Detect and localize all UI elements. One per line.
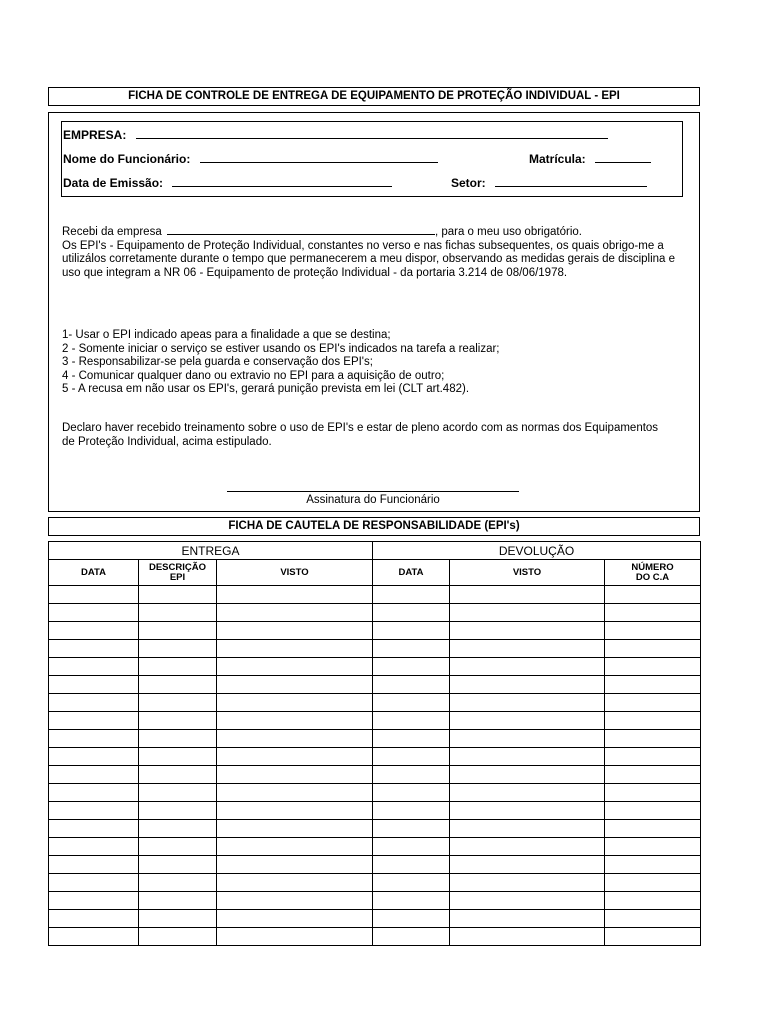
table-cell[interactable] xyxy=(139,694,217,712)
table-cell[interactable] xyxy=(217,730,373,748)
table-cell[interactable] xyxy=(139,928,217,946)
table-cell[interactable] xyxy=(450,928,605,946)
table-cell[interactable] xyxy=(139,748,217,766)
table-cell[interactable] xyxy=(49,676,139,694)
table-cell[interactable] xyxy=(217,622,373,640)
table-cell[interactable] xyxy=(373,856,450,874)
table-cell[interactable] xyxy=(49,604,139,622)
table-cell[interactable] xyxy=(450,712,605,730)
table-cell[interactable] xyxy=(139,802,217,820)
table-cell[interactable] xyxy=(373,820,450,838)
table-row xyxy=(49,820,701,838)
table-cell[interactable] xyxy=(450,838,605,856)
table-cell[interactable] xyxy=(450,910,605,928)
table-cell[interactable] xyxy=(217,820,373,838)
table-cell[interactable] xyxy=(605,802,701,820)
receipt-line xyxy=(62,223,682,240)
entrega-header: ENTREGA xyxy=(49,542,373,560)
table-cell[interactable] xyxy=(373,640,450,658)
col-numero-2: DO C.A xyxy=(635,571,670,583)
table-cell[interactable] xyxy=(49,910,139,928)
table-cell[interactable] xyxy=(217,874,373,892)
table-cell[interactable] xyxy=(450,766,605,784)
matricula-label: Matrícula: xyxy=(529,152,586,166)
table-cell[interactable] xyxy=(450,604,605,622)
table-cell[interactable] xyxy=(373,730,450,748)
empresa-label: EMPRESA: xyxy=(63,128,127,142)
table-cell[interactable] xyxy=(373,802,450,820)
table-cell[interactable] xyxy=(450,676,605,694)
table-cell[interactable] xyxy=(139,910,217,928)
table-row xyxy=(49,622,701,640)
empresa-field[interactable] xyxy=(136,127,608,139)
table-cell[interactable] xyxy=(373,838,450,856)
table-cell[interactable] xyxy=(450,874,605,892)
table-cell[interactable] xyxy=(139,604,217,622)
table-cell[interactable] xyxy=(373,910,450,928)
table-cell[interactable] xyxy=(605,658,701,676)
funcionario-row xyxy=(63,151,438,166)
table-cell[interactable] xyxy=(49,712,139,730)
table-cell[interactable] xyxy=(450,802,605,820)
table-cell[interactable] xyxy=(373,784,450,802)
table-cell[interactable] xyxy=(450,658,605,676)
table-row xyxy=(49,676,701,694)
setor-row xyxy=(451,175,647,190)
table-row xyxy=(49,910,701,928)
table-cell[interactable] xyxy=(217,748,373,766)
table-cell[interactable] xyxy=(49,892,139,910)
table-cell[interactable] xyxy=(217,838,373,856)
table-cell[interactable] xyxy=(217,640,373,658)
matricula-field[interactable] xyxy=(595,151,651,163)
table-cell[interactable] xyxy=(373,874,450,892)
col-numero-1: NÚMERO xyxy=(631,561,674,573)
table-cell[interactable] xyxy=(450,856,605,874)
col-descricao xyxy=(139,560,217,586)
table-cell[interactable] xyxy=(373,694,450,712)
table-row xyxy=(49,712,701,730)
table-cell[interactable] xyxy=(49,766,139,784)
table-cell[interactable] xyxy=(139,856,217,874)
col-visto: VISTO xyxy=(217,560,373,586)
table-cell[interactable] xyxy=(217,658,373,676)
table-cell[interactable] xyxy=(605,586,701,604)
table-cell[interactable] xyxy=(139,784,217,802)
table-row xyxy=(49,604,701,622)
table-row xyxy=(49,694,701,712)
devolucao-header: DEVOLUÇÃO xyxy=(373,542,701,560)
form-title: FICHA DE CONTROLE DE ENTREGA DE EQUIPAMENTO DE PROTEÇÃO INDIVIDUAL - EPI xyxy=(48,87,700,106)
col-numero-ca xyxy=(605,560,701,586)
company-field[interactable] xyxy=(167,223,435,235)
table-cell[interactable] xyxy=(450,730,605,748)
emissao-field[interactable] xyxy=(172,175,392,187)
table-row xyxy=(49,784,701,802)
table-cell[interactable] xyxy=(49,622,139,640)
rule-5: 5 - A recusa em não usar os EPI's, gerará punição prevista em lei (CLT art.482). xyxy=(62,383,470,395)
rules-list xyxy=(62,329,682,397)
table-cell[interactable] xyxy=(605,892,701,910)
table-cell[interactable] xyxy=(605,784,701,802)
table-cell[interactable] xyxy=(139,640,217,658)
table-row xyxy=(49,892,701,910)
matricula-row xyxy=(529,151,651,166)
table-group-header xyxy=(49,542,701,560)
table-cell[interactable] xyxy=(49,838,139,856)
table-row xyxy=(49,730,701,748)
table-cell[interactable] xyxy=(139,838,217,856)
rule-4: 4 - Comunicar qualquer dano ou extravio no EPI para a aquisição de outro; xyxy=(62,369,445,382)
receipt-paragraph: Os EPI's - Equipamento de Proteção Individual, constantes no verso e nas fichas subsequentes, os quais obrigo-me a utilizálos corretamente durante o tempo que permanecerem a meu dispor, observando as medidas gerais de disciplina e uso que integram a NR 06 - Equipamento de proteção Individual - da portaria 3.214 de 08/06/1978. xyxy=(62,239,676,279)
table-cell[interactable] xyxy=(49,874,139,892)
table-cell[interactable] xyxy=(217,856,373,874)
table-cell[interactable] xyxy=(139,820,217,838)
table-cell[interactable] xyxy=(373,766,450,784)
employee-info-box xyxy=(61,121,683,197)
table-cell[interactable] xyxy=(450,748,605,766)
table-cell[interactable] xyxy=(605,928,701,946)
col-data: DATA xyxy=(49,560,139,586)
rule-1: 1- Usar o EPI indicado apeas para a finalidade a que se destina; xyxy=(62,329,391,341)
table-cell[interactable] xyxy=(605,712,701,730)
table-row xyxy=(49,658,701,676)
table-cell[interactable] xyxy=(49,784,139,802)
table-cell[interactable] xyxy=(139,730,217,748)
table-row xyxy=(49,766,701,784)
setor-label: Setor: xyxy=(451,176,486,190)
table-cell[interactable] xyxy=(605,640,701,658)
table-cell[interactable] xyxy=(373,586,450,604)
table-cell[interactable] xyxy=(217,586,373,604)
table-row xyxy=(49,586,701,604)
table-cell[interactable] xyxy=(605,694,701,712)
table-row xyxy=(49,748,701,766)
table-cell[interactable] xyxy=(49,730,139,748)
table-cell[interactable] xyxy=(49,820,139,838)
table-cell[interactable] xyxy=(49,748,139,766)
table-cell[interactable] xyxy=(605,604,701,622)
table-cell[interactable] xyxy=(450,586,605,604)
signature-label: Assinatura do Funcionário xyxy=(306,494,440,506)
receipt-suffix: , para o meu uso obrigatório. xyxy=(434,226,582,238)
table-cell[interactable] xyxy=(217,910,373,928)
funcionario-field[interactable] xyxy=(200,151,438,163)
table-cell[interactable] xyxy=(49,658,139,676)
table-cell[interactable] xyxy=(139,622,217,640)
table-cell[interactable] xyxy=(605,622,701,640)
table-cell[interactable] xyxy=(49,586,139,604)
declaration-section xyxy=(48,112,700,512)
table-cell[interactable] xyxy=(217,892,373,910)
col-visto-devolucao: VISTO xyxy=(450,560,605,586)
table-cell[interactable] xyxy=(373,928,450,946)
table-cell[interactable] xyxy=(605,856,701,874)
table-cell[interactable] xyxy=(217,784,373,802)
table-cell[interactable] xyxy=(49,640,139,658)
table-cell[interactable] xyxy=(139,658,217,676)
table-cell[interactable] xyxy=(49,928,139,946)
table-title: FICHA DE CAUTELA DE RESPONSABILIDADE (EPI's) xyxy=(48,517,700,536)
signature-block xyxy=(227,491,519,506)
table-cell[interactable] xyxy=(450,694,605,712)
table-row xyxy=(49,838,701,856)
receipt-text xyxy=(62,223,682,280)
table-cell[interactable] xyxy=(49,694,139,712)
emissao-label: Data de Emissão: xyxy=(63,176,164,190)
table-row xyxy=(49,640,701,658)
table-cell[interactable] xyxy=(217,694,373,712)
epi-table xyxy=(48,541,701,946)
col-descricao-1: DESCRIÇÃO xyxy=(148,561,206,573)
table-row xyxy=(49,856,701,874)
setor-field[interactable] xyxy=(495,175,647,187)
table-cell[interactable] xyxy=(217,766,373,784)
table-cell[interactable] xyxy=(373,658,450,676)
table-cell[interactable] xyxy=(139,586,217,604)
table-cell[interactable] xyxy=(49,856,139,874)
table-cell[interactable] xyxy=(605,820,701,838)
table-cell[interactable] xyxy=(450,820,605,838)
table-row xyxy=(49,928,701,946)
table-cell[interactable] xyxy=(373,892,450,910)
table-cell[interactable] xyxy=(139,892,217,910)
col-descricao-2: EPI xyxy=(169,571,186,583)
table-cell[interactable] xyxy=(139,874,217,892)
table-cell[interactable] xyxy=(605,874,701,892)
table-row xyxy=(49,874,701,892)
training-text: Declaro haver recebido treinamento sobre o uso de EPI's e estar de pleno acordo com as normas dos Equipamentos de Proteção Individual, acima estipulado. xyxy=(62,422,659,448)
table-cell[interactable] xyxy=(217,604,373,622)
table-cell[interactable] xyxy=(450,640,605,658)
signature-line[interactable] xyxy=(227,491,519,492)
table-cell[interactable] xyxy=(605,730,701,748)
table-cell[interactable] xyxy=(450,622,605,640)
table-cell[interactable] xyxy=(49,802,139,820)
table-cell[interactable] xyxy=(605,838,701,856)
table-cell[interactable] xyxy=(217,676,373,694)
table-row xyxy=(49,802,701,820)
table-cell[interactable] xyxy=(373,712,450,730)
table-cell[interactable] xyxy=(217,928,373,946)
rule-3: 3 - Responsabilizar-se pela guarda e conservação dos EPI's; xyxy=(62,356,373,368)
rule-2: 2 - Somente iniciar o serviço se estiver usando os EPI's indicados na tarefa a realizar; xyxy=(62,342,500,355)
table-column-header xyxy=(49,560,701,586)
funcionario-label: Nome do Funcionário: xyxy=(63,152,191,166)
table-cell[interactable] xyxy=(373,748,450,766)
empresa-row xyxy=(63,127,608,142)
table-cell[interactable] xyxy=(373,622,450,640)
col-data-devolucao: DATA xyxy=(373,560,450,586)
table-cell[interactable] xyxy=(373,604,450,622)
table-cell[interactable] xyxy=(373,676,450,694)
table-cell[interactable] xyxy=(217,802,373,820)
emissao-row xyxy=(63,175,392,190)
table-cell[interactable] xyxy=(605,748,701,766)
table-cell[interactable] xyxy=(217,712,373,730)
table-cell[interactable] xyxy=(605,766,701,784)
table-cell[interactable] xyxy=(139,712,217,730)
table-cell[interactable] xyxy=(450,892,605,910)
table-cell[interactable] xyxy=(139,766,217,784)
receipt-prefix: Recebi da empresa xyxy=(62,226,162,238)
table-cell[interactable] xyxy=(605,676,701,694)
table-cell[interactable] xyxy=(139,676,217,694)
table-cell[interactable] xyxy=(450,784,605,802)
table-cell[interactable] xyxy=(605,910,701,928)
